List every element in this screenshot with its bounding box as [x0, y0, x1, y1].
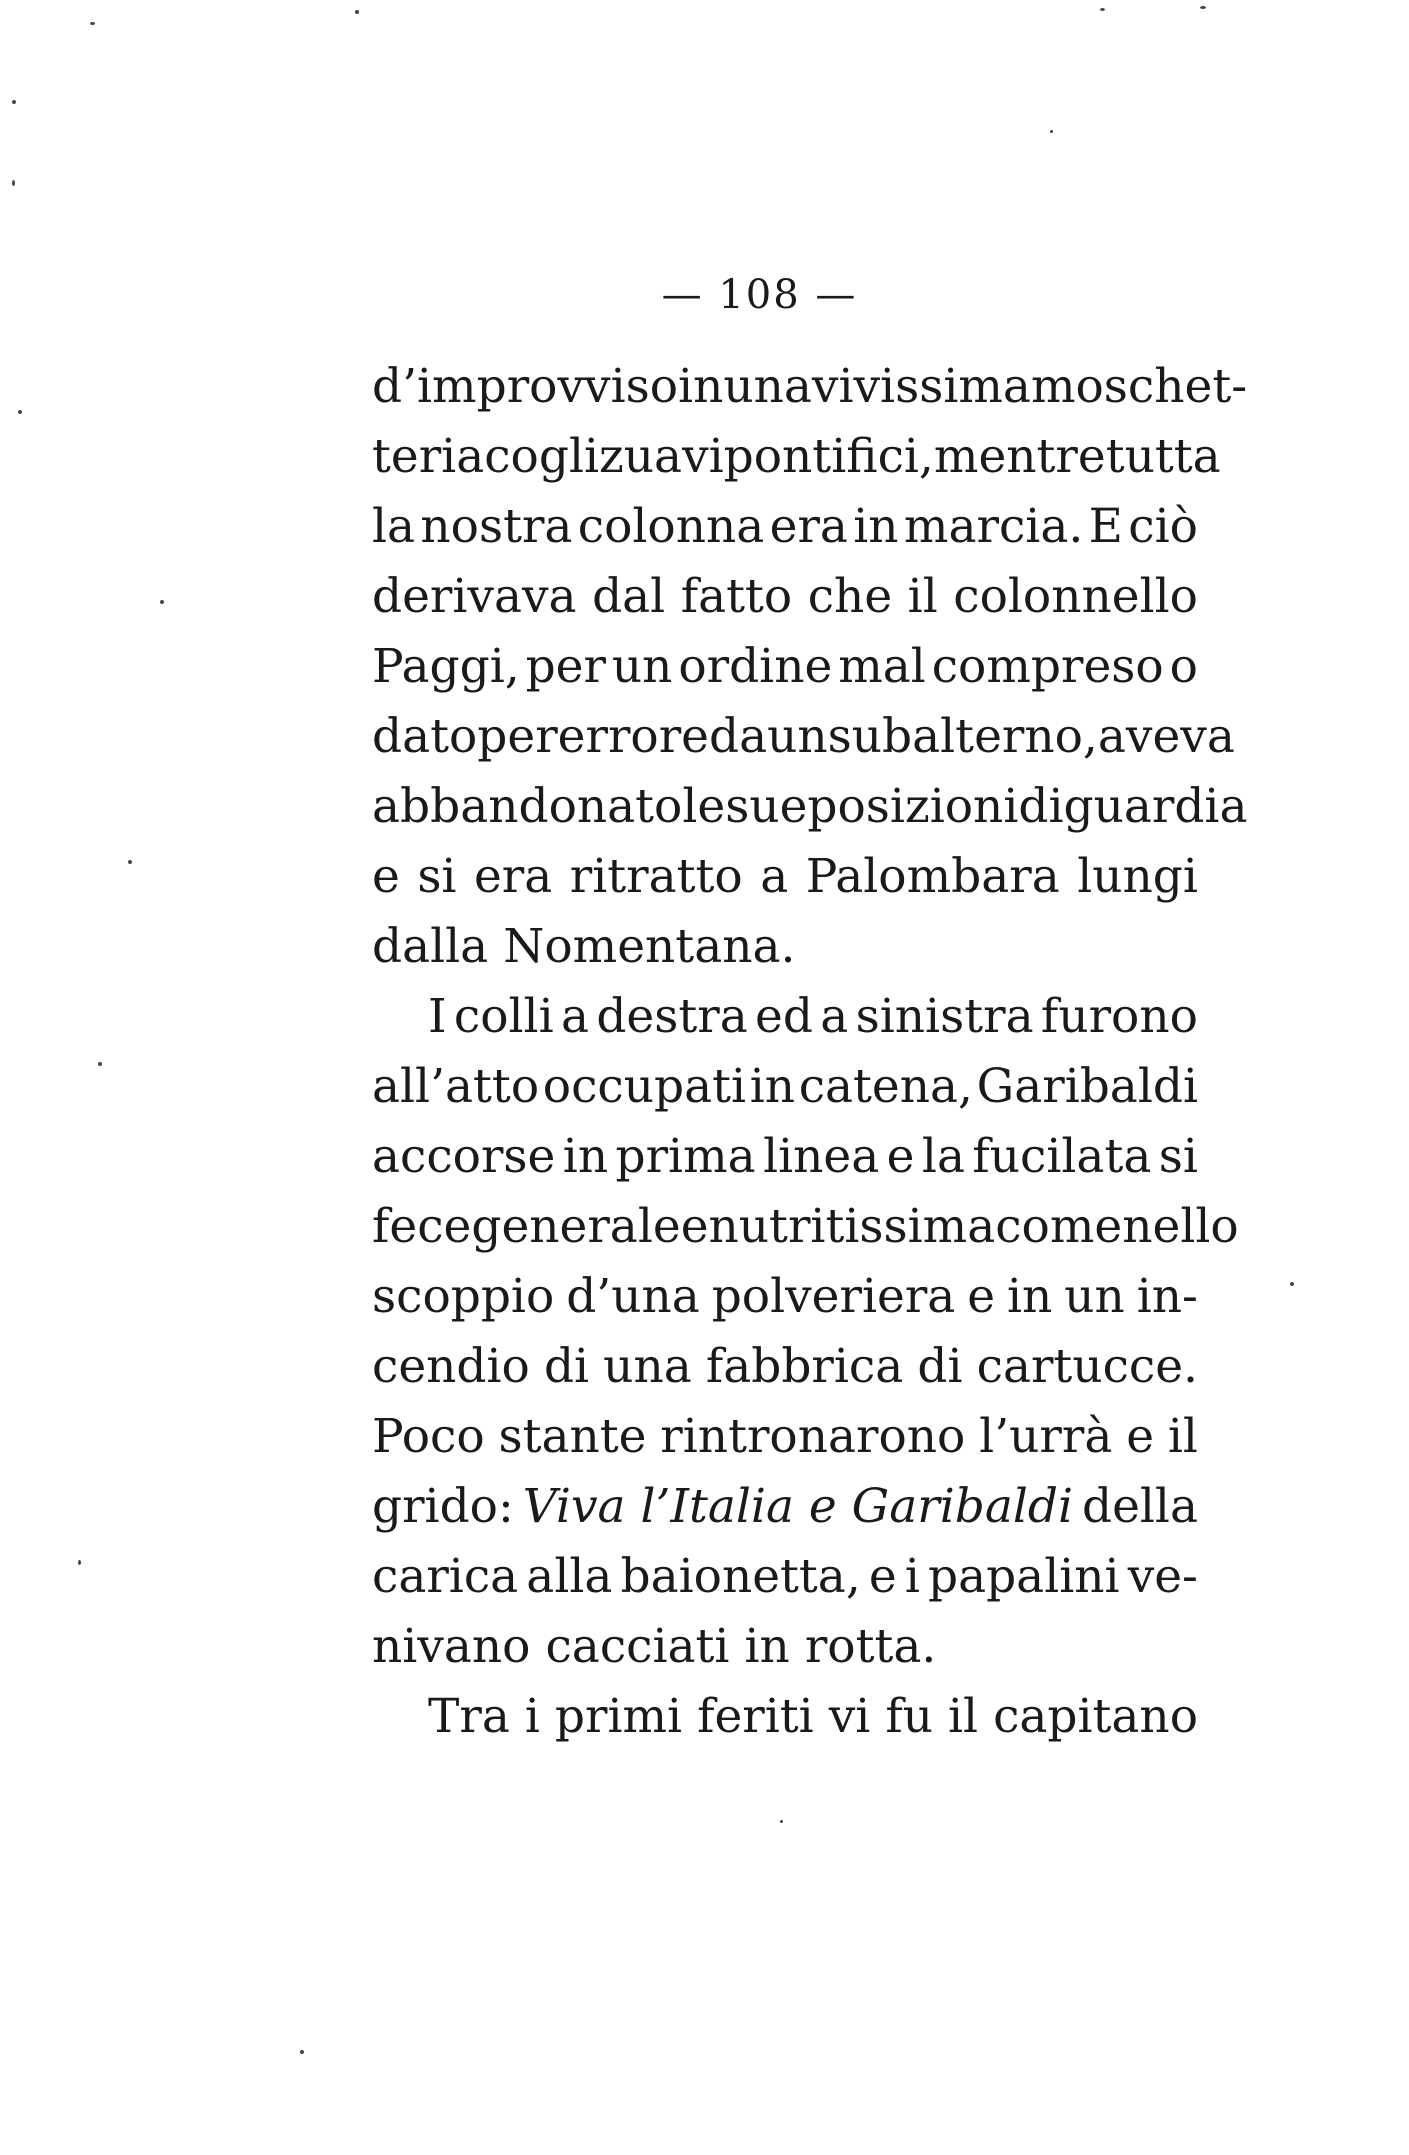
word: ve-	[1127, 1549, 1198, 1604]
word: mentre	[933, 429, 1106, 484]
word: cartucce.	[976, 1339, 1198, 1394]
scan-speck	[300, 2050, 304, 2054]
word: Poco	[372, 1409, 485, 1464]
text-line	[372, 562, 1198, 632]
word: linea	[763, 1129, 880, 1184]
word: abbandonato	[372, 779, 683, 834]
word: generale	[471, 1199, 681, 1254]
word: e	[886, 1129, 915, 1184]
word: sue	[725, 779, 808, 834]
scan-speck	[128, 860, 132, 864]
word: teria	[372, 429, 485, 484]
word: fece	[372, 1199, 472, 1254]
italic-phrase: Viva l’Italia e Garibaldi	[522, 1479, 1074, 1534]
word: i	[904, 1549, 920, 1604]
text-line	[372, 1332, 1198, 1402]
word: derivava	[372, 569, 577, 624]
word: a	[560, 989, 589, 1044]
word: in	[678, 359, 724, 414]
word: la	[372, 499, 416, 554]
word: I	[428, 989, 447, 1044]
word: fu	[885, 1689, 933, 1744]
word: e	[1126, 1409, 1155, 1464]
text-line	[372, 702, 1235, 772]
word: vivissima	[811, 359, 1031, 414]
text-line	[372, 1262, 1198, 1332]
text-line	[372, 492, 1198, 562]
text-line	[372, 1402, 1198, 1472]
word: e	[967, 1269, 996, 1324]
word: in	[562, 1129, 609, 1184]
word: il	[947, 1689, 979, 1744]
word: rintronarono	[660, 1409, 966, 1464]
word: nostra	[420, 499, 573, 554]
scan-speck	[1050, 130, 1053, 133]
scan-speck	[12, 100, 16, 104]
scan-speck	[355, 10, 359, 14]
word: colli	[453, 989, 554, 1044]
word: stante	[498, 1409, 647, 1464]
word: un	[767, 709, 828, 764]
word: la	[921, 1129, 965, 1184]
word: si	[417, 849, 457, 904]
word: catena,	[798, 1059, 973, 1114]
word: fabbrica	[705, 1339, 904, 1394]
word: come	[995, 1199, 1123, 1254]
word: Tra	[428, 1689, 510, 1744]
word: aveva	[1097, 709, 1235, 764]
word: guardia	[1063, 779, 1248, 834]
text-line	[372, 1472, 1198, 1542]
word: e	[868, 1549, 897, 1604]
word: accorse	[372, 1129, 556, 1184]
scan-speck	[1200, 6, 1206, 9]
word: grido:	[372, 1479, 514, 1534]
word: un	[1064, 1269, 1125, 1324]
word: in-	[1136, 1269, 1198, 1324]
word: in	[853, 499, 899, 554]
word: capitano	[993, 1689, 1198, 1744]
word: furono	[1040, 989, 1198, 1044]
word: l’urrà	[979, 1409, 1113, 1464]
text-line	[372, 1122, 1198, 1192]
word: pontifici,	[723, 429, 934, 484]
word: Palombara	[805, 849, 1060, 904]
scan-speck	[90, 22, 95, 25]
text-line	[372, 1612, 1198, 1682]
word: sinistra	[855, 989, 1034, 1044]
scan-speck	[18, 410, 22, 414]
scan-speck	[98, 1062, 102, 1066]
word: fucilata	[972, 1129, 1152, 1184]
word: subalterno,	[827, 709, 1098, 764]
text-line	[372, 1682, 1198, 1752]
word: fatto	[680, 569, 793, 624]
word: da	[709, 709, 768, 764]
word: in	[749, 1059, 796, 1114]
scan-speck	[1100, 8, 1105, 11]
word: in	[744, 1619, 790, 1674]
word: a	[760, 849, 789, 904]
word: polveriera	[711, 1269, 956, 1324]
scan-speck	[78, 1560, 81, 1565]
word: prima	[615, 1129, 756, 1184]
word: era	[473, 849, 553, 904]
word: dalla	[372, 919, 489, 974]
word: il	[1167, 1409, 1198, 1464]
body-text	[372, 352, 1248, 1752]
page-number: — 108 —	[661, 272, 858, 318]
word: vi	[828, 1689, 871, 1744]
word: colonna	[577, 499, 765, 554]
word: cogli	[484, 429, 600, 484]
word: Garibaldi	[976, 1059, 1198, 1114]
word: per	[477, 709, 558, 764]
word: E	[1088, 499, 1123, 554]
word: ritratto	[569, 849, 743, 904]
word: d’una	[566, 1269, 700, 1324]
word: nutritissima	[708, 1199, 996, 1254]
word: baionetta,	[620, 1549, 861, 1604]
word: posizioni	[807, 779, 1019, 834]
word: alla	[526, 1549, 613, 1604]
word: moschet-	[1030, 359, 1248, 414]
word: una	[603, 1339, 692, 1394]
word: in	[1007, 1269, 1053, 1324]
scan-speck	[12, 180, 15, 186]
word: cendio	[372, 1339, 530, 1394]
text-line	[372, 352, 1248, 422]
word: colonnello	[953, 569, 1198, 624]
word: ed	[755, 989, 813, 1044]
word: nello	[1122, 1199, 1239, 1254]
word: nivano	[372, 1619, 531, 1674]
word: un	[611, 639, 673, 694]
word: Nomentana.	[503, 919, 796, 974]
word: destra	[596, 989, 748, 1044]
word: ordine	[678, 639, 833, 694]
word: di	[917, 1339, 963, 1394]
word: di	[543, 1339, 590, 1394]
word: mal	[838, 639, 926, 694]
word: di	[1018, 779, 1064, 834]
word: papalini	[927, 1549, 1120, 1604]
word: rotta.	[804, 1619, 937, 1674]
text-line	[372, 772, 1248, 842]
scan-speck	[160, 600, 164, 604]
word: lungi	[1077, 849, 1198, 904]
text-line	[372, 982, 1198, 1052]
word: scoppio	[372, 1269, 555, 1324]
word: i	[524, 1689, 540, 1744]
word: che	[807, 569, 893, 624]
word: all’atto	[372, 1059, 540, 1114]
word: e	[680, 1199, 709, 1254]
word: Paggi,	[372, 639, 520, 694]
text-line	[372, 632, 1198, 702]
word: era	[769, 499, 848, 554]
scan-speck	[780, 1820, 783, 1823]
word: zuavi	[599, 429, 724, 484]
word: della	[1082, 1479, 1198, 1534]
word: errore	[557, 709, 709, 764]
word: il	[907, 569, 938, 624]
text-line	[372, 842, 1198, 912]
word: carica	[372, 1549, 519, 1604]
text-line	[372, 1542, 1198, 1612]
word: le	[682, 779, 726, 834]
text-line	[372, 912, 1198, 982]
word: si	[1158, 1129, 1198, 1184]
word: a	[820, 989, 849, 1044]
word: cacciati	[545, 1619, 730, 1674]
word: marcia.	[903, 499, 1084, 554]
word: tutta	[1105, 429, 1221, 484]
word: o	[1169, 639, 1198, 694]
word: una	[723, 359, 812, 414]
word: feriti	[697, 1689, 814, 1744]
word: dato	[372, 709, 478, 764]
word: compreso	[931, 639, 1164, 694]
text-line	[372, 1052, 1198, 1122]
word: dal	[592, 569, 666, 624]
word: e	[372, 849, 400, 904]
word: d’improvviso	[372, 359, 679, 414]
text-line	[372, 1192, 1239, 1262]
text-line	[372, 422, 1221, 492]
word: primi	[554, 1689, 683, 1744]
word: ciò	[1128, 499, 1198, 554]
scan-speck	[1290, 1282, 1294, 1286]
word: per	[525, 639, 606, 694]
word: occupati	[542, 1059, 747, 1114]
